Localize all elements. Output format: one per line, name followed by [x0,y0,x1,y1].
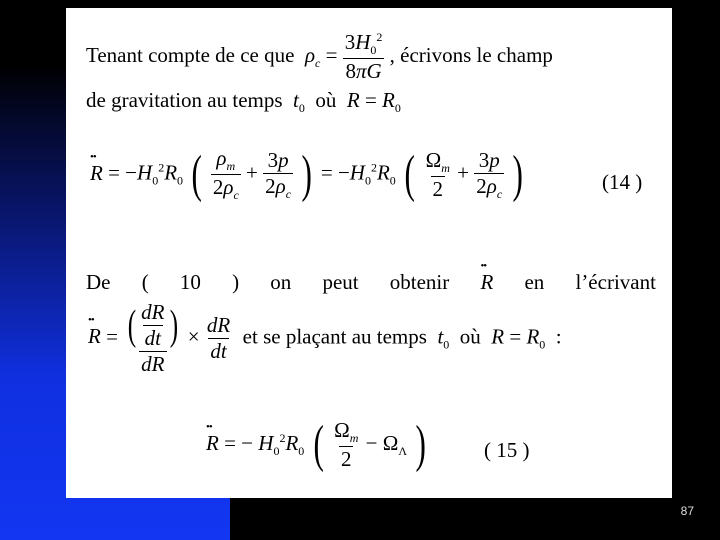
word: 10 [179,270,201,294]
text-line-4: •• R = ( $\frac{dR}{dt}$ ) dR × $\frac{dR}{dt}$ et se plaçant au temps $t_0$ où $R = R_0$ : [88,300,562,377]
line4-text: et se plaçant au temps [242,324,427,349]
line1-prefix: Tenant compte de ce que [86,42,295,67]
line2-prefix: de gravitation au temps [86,88,283,112]
equation-14-label: (14 ) [602,170,643,194]
equation-15-label: ( 15 ) [484,438,530,462]
word: peut [322,270,359,294]
word: De [86,270,111,294]
word: ( [141,270,149,294]
line1-suffix: , écrivons le champ [389,42,553,67]
text-line-2: de gravitation au temps $t_0$ où $R = R_0$ [86,88,401,116]
word: ) [232,270,240,294]
line4-colon: : [555,324,562,349]
word: obtenir [389,270,450,294]
fraction-3H0-8piG: $\frac{3H_0^2}{8\pi G}$ [344,30,383,84]
rho-c-formula: $\rho_c$ = $\frac{3H_0^2}{8\pi G}$ [304,30,383,84]
line2-mid: où [315,88,337,112]
line4-mid: où [459,324,481,349]
slide-content [66,8,672,498]
page-number: 87 [680,504,694,518]
word: on [270,270,292,294]
text-line-3 [86,270,656,295]
word: l’écrivant [575,270,656,294]
equation-15: •• R = − $H_0^2R_0$ ( $\frac{\Omega_m}{2}$ − $\Omega_\Lambda$ ) [206,418,430,472]
word: en [524,270,545,294]
fraction-dRdt-squared: ( $\frac{dR}{dt}$ ) dR [127,300,178,376]
equation-14: •• $R = -H_0^2R_0$ ( $\frac{\rho_m}{2\rho_c}$ + $\frac{3p}{2\rho_c}$ ) = $-H_0^2R_0$ ( $\frac{\Omega_m}{2}$ + $\frac{3p}{2\rho_c}$ ) [90,146,527,203]
r-double-dot: •• R [480,270,493,295]
text-line-1 [86,30,553,84]
